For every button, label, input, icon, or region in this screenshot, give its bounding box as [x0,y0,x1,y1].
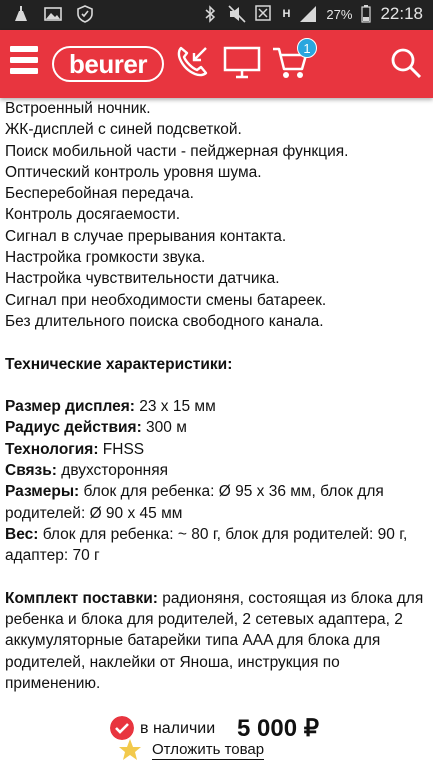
product-price: 5 000 ₽ [237,715,319,742]
package-text: радионяня, состоящая из блока для [157,589,424,607]
signal-icon [299,5,317,23]
feature-line: Сигнал при необходимости смены батареек. [5,291,327,309]
spec-value: 23 x 15 мм [134,398,216,416]
feature-line: Сигнал в случае прерывания контакта. [5,227,287,245]
spec-technology [5,439,425,460]
menu-bar [10,57,38,63]
battery-level: 27% [326,6,353,22]
package-line: родителей, наклейки от Яноша, инструкция по [5,653,340,671]
spec-label: Связь: [5,462,57,480]
specs-heading: Технические характеристики: [5,355,233,373]
feature-line: Бесперебойная передача. [5,185,194,203]
product-description [5,98,425,694]
phone-callback-icon[interactable] [174,44,210,80]
spec-label: Вес: [5,525,39,543]
spec-dimensions [5,481,425,502]
spec-value: двухсторонняя [56,462,168,480]
image-icon [44,5,62,23]
cart-count-badge: 1 [297,38,317,58]
menu-button[interactable] [10,46,38,80]
menu-bar [10,68,38,74]
cleaner-icon [12,5,30,23]
spec-value: блок для ребенка: Ø 95 x 36 мм, блок для [79,483,384,501]
clock: 22:18 [380,4,423,23]
bluetooth-icon [201,5,219,23]
spec-weight [5,524,425,545]
feature-line: ЖК-дисплей с синей подсветкой. [5,121,242,139]
check-icon [110,716,134,740]
spec-value: FHSS [98,440,145,458]
wifi-off-icon [255,5,273,23]
spec-label: Радиус действия: [5,419,142,437]
spec-weight-cont: адаптер: 70 г [5,547,100,565]
feature-line: Оптический контроль уровня шума. [5,163,262,181]
shield-icon [76,5,94,23]
mute-icon [228,5,246,23]
spec-value: блок для ребенка: ~ 80 г, блок для родителей: 90 г, [38,525,408,543]
status-bar [0,0,433,30]
feature-line: Настройка громкости звука. [5,249,206,267]
spec-link [5,460,425,481]
package-line: применению. [5,675,101,693]
menu-bar [10,46,38,52]
spec-label: Размеры: [5,483,80,501]
package-line: аккумуляторные батарейки типа AAA для блока для [5,632,381,650]
availability-status: в наличии [140,720,216,737]
spec-label: Размер дисплея: [5,398,135,416]
feature-line: Контроль досягаемости. [5,206,181,224]
search-icon[interactable] [389,46,423,80]
feature-line: Без длительного поиска свободного канала. [5,312,324,330]
brand-logo[interactable]: beurer [52,46,164,82]
spec-dimensions-cont: родителей: Ø 90 x 45 мм [5,504,183,522]
feature-line: Встроенный ночник. [5,100,151,117]
purchase-footer [0,712,433,770]
network-type: H [282,8,291,20]
package-label: Комплект поставки: [5,589,158,607]
star-icon[interactable] [118,738,142,762]
spec-value: 300 м [141,419,187,437]
battery-icon [361,5,371,23]
spec-range [5,417,425,438]
defer-product-link[interactable]: Отложить товар [152,741,265,758]
package-line [5,588,425,609]
spec-label: Технология: [5,440,99,458]
app-bar [0,30,433,98]
package-line: ребенка и блока для родителей, 2 сетевых адаптера, 2 [5,611,403,629]
tv-icon[interactable] [222,45,262,81]
spec-display [5,396,425,417]
feature-line: Настройка чувствительности датчика. [5,270,280,288]
feature-line: Поиск мобильной части - пейджерная функция. [5,142,349,160]
